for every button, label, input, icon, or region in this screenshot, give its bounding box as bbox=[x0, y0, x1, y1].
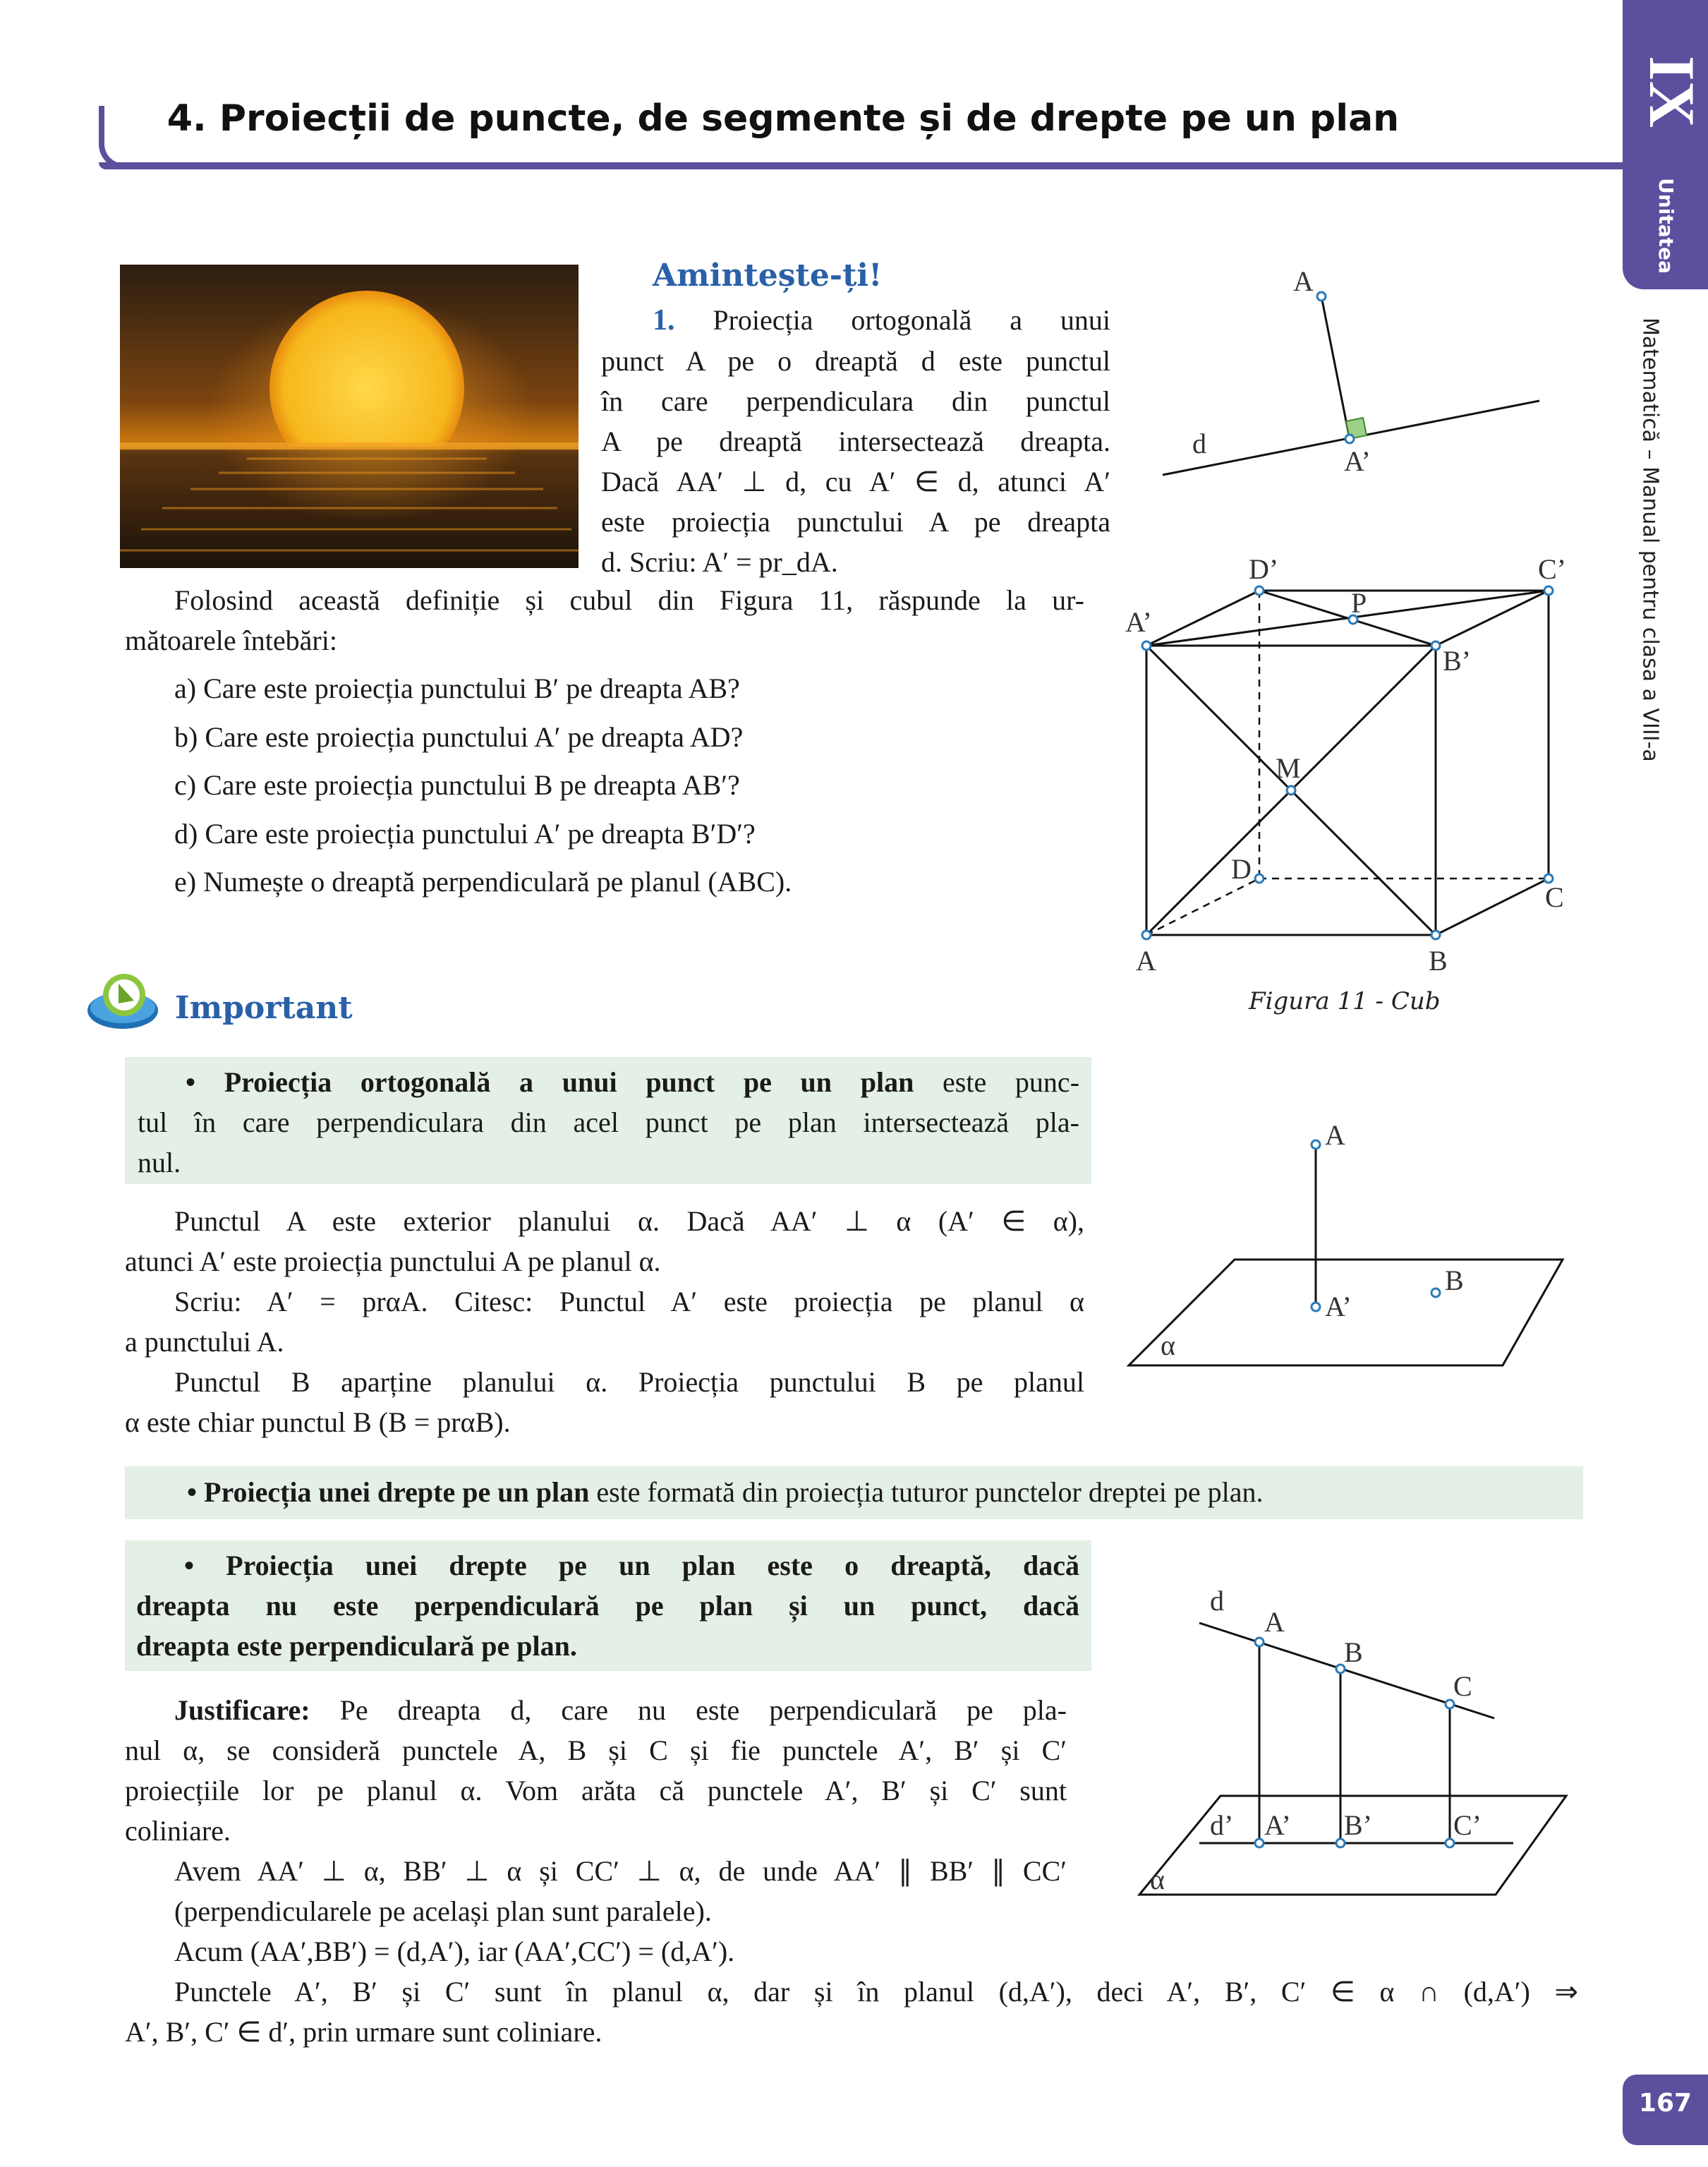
label-alpha: α bbox=[1161, 1329, 1175, 1361]
theorem-box-text bbox=[136, 1545, 1079, 1666]
book-title-vertical bbox=[1623, 310, 1708, 790]
label-D: D bbox=[1231, 853, 1252, 885]
label-A-prime: A’ bbox=[1325, 1291, 1352, 1322]
point-A-prime bbox=[1255, 1839, 1264, 1847]
label-B: B bbox=[1429, 945, 1448, 977]
justif-line: Avem AA′ ⊥ α, BB′ ⊥ α și CC′ ⊥ α, de unde AA′ ∥ BB′ ∥ CC′ bbox=[174, 1855, 1067, 1887]
important-heading: Important bbox=[175, 990, 353, 1026]
label-D-prime: D’ bbox=[1249, 553, 1279, 585]
paragraph-point-plane bbox=[125, 1201, 1084, 1442]
point-A-prime bbox=[1142, 641, 1151, 650]
label-P: P bbox=[1351, 587, 1367, 619]
box3-line: dreapta nu este perpendiculară pe plan și un punct, dacă bbox=[136, 1590, 1079, 1622]
remember-line: d. Scriu: A′ = pr_dA. bbox=[601, 546, 838, 578]
figure-cube bbox=[1115, 550, 1609, 1030]
box2-bold: • Proiecția unei drepte pe un plan bbox=[187, 1476, 590, 1508]
remember-number: 1. bbox=[653, 304, 675, 337]
page-number: 167 bbox=[1638, 2089, 1692, 2118]
figure-caption: Figura 11 - Cub bbox=[1249, 987, 1441, 1015]
box1-line bbox=[138, 1062, 1079, 1102]
question-item: d) Care este proiecția punctului A′ pe dreapta B′D′? bbox=[174, 817, 756, 850]
book-title-text: Matematică – Manual pentru clasa a VIII-a bbox=[1637, 318, 1663, 762]
label-C: C bbox=[1453, 1670, 1472, 1702]
point-A-prime bbox=[1345, 435, 1354, 443]
definition-box-line-text bbox=[138, 1472, 1577, 1512]
page-title: 4. Proiecții de puncte, de segmente și de drepte pe un plan bbox=[166, 97, 1400, 140]
label-B: B bbox=[1445, 1264, 1464, 1296]
para-line: Punctul A este exterior planului α. Dacă AA′ ⊥ α (A′ ∈ α), bbox=[174, 1205, 1084, 1237]
point-M bbox=[1287, 786, 1295, 795]
unit-roman-numeral bbox=[1623, 42, 1708, 141]
remember-line-text: Proiecția ortogonală a unui bbox=[713, 304, 1111, 336]
justif-line: Punctele A′, B′ și C′ sunt în planul α, dar și în planul (d,A′), deci A′, B′, C′ ∈ α ∩ (d,A′) ⇒ bbox=[174, 1976, 1578, 2008]
remember-line: în care perpendiculara din punctul bbox=[601, 385, 1110, 417]
label-B-prime: B’ bbox=[1344, 1809, 1372, 1841]
remember-line: punct A pe o dreaptă d este punctul bbox=[601, 345, 1110, 377]
box1-rest: este punc- bbox=[914, 1066, 1080, 1098]
point-A bbox=[1142, 931, 1151, 939]
edge-BC bbox=[1436, 879, 1549, 935]
diagonal-D1B1 bbox=[1259, 591, 1436, 646]
question-item: e) Numește o dreaptă perpendiculară pe planul (ABC). bbox=[174, 866, 792, 898]
label-A: A bbox=[1264, 1606, 1285, 1638]
label-d-prime: d’ bbox=[1210, 1809, 1234, 1841]
label-A-prime: A’ bbox=[1344, 445, 1371, 477]
point-A bbox=[1255, 1638, 1264, 1646]
segment-AA-prime bbox=[1321, 296, 1350, 439]
label-M: M bbox=[1276, 752, 1301, 784]
para-line: Punctul B aparține planului α. Proiecția punctului B pe planul bbox=[174, 1366, 1084, 1398]
label-C-prime: C’ bbox=[1538, 553, 1566, 585]
intro-line: mătoarele întebări: bbox=[125, 624, 337, 656]
para-line: atunci A′ este proiecția punctului A pe planul α. bbox=[125, 1245, 661, 1277]
important-icon bbox=[83, 967, 164, 1034]
label-d: d bbox=[1210, 1585, 1224, 1617]
justif-line: A′, B′, C′ ∈ d′, prin urmare sunt coliniare. bbox=[125, 2016, 602, 2048]
justif-line: nul α, se consideră punctele A, B și C și fie punctele A′, B′ și C′ bbox=[125, 1734, 1067, 1766]
box2-rest: este formată din proiecția tuturor punctelor dreptei pe plan. bbox=[589, 1476, 1264, 1508]
point-A-prime bbox=[1312, 1303, 1320, 1311]
label-A-prime: A’ bbox=[1264, 1809, 1291, 1841]
questions-list bbox=[174, 665, 1091, 907]
box1-line: nul. bbox=[138, 1147, 181, 1178]
point-B bbox=[1431, 931, 1440, 939]
label-A: A bbox=[1325, 1119, 1345, 1151]
box1-bold: • Proiecția ortogonală a unui punct pe un plan bbox=[186, 1066, 914, 1098]
point-B-prime bbox=[1431, 641, 1440, 650]
justif-line: Acum (AA′,BB′) = (d,A′), iar (AA′,CC′) = (d,A′). bbox=[174, 1936, 735, 1967]
justif-line bbox=[125, 1690, 1067, 1730]
header-border-line bbox=[99, 162, 1637, 169]
edge-AD-hidden bbox=[1146, 879, 1259, 935]
unit-roman-text: IX bbox=[1635, 55, 1708, 128]
intro-line: Folosind această definiție și cubul din Figura 11, răspunde la ur- bbox=[174, 584, 1084, 616]
remember-line: Dacă AA′ ⊥ d, cu A′ ∈ d, atunci A′ bbox=[601, 466, 1110, 497]
point-D-prime bbox=[1255, 586, 1264, 595]
point-D bbox=[1255, 874, 1264, 883]
justif-text: Pe dreapta d, care nu este perpendiculară pe pla- bbox=[310, 1694, 1067, 1726]
para-line: α este chiar punctul B (B = prαB). bbox=[125, 1406, 511, 1438]
unit-label-text: Unitatea bbox=[1654, 178, 1678, 274]
justif-line: (perpendicularele pe același plan sunt paralele). bbox=[174, 1895, 712, 1927]
remember-line bbox=[601, 300, 1110, 341]
label-C: C bbox=[1545, 881, 1564, 913]
point-B bbox=[1431, 1288, 1440, 1297]
figure-point-line bbox=[1150, 261, 1552, 494]
label-alpha: α bbox=[1150, 1864, 1165, 1895]
justification-conclusion bbox=[125, 1972, 1578, 2052]
remember-line: A pe dreaptă intersectează dreapta. bbox=[601, 425, 1110, 457]
label-d: d bbox=[1192, 428, 1206, 459]
justification-label: Justificare: bbox=[174, 1694, 310, 1726]
justification-paragraph bbox=[125, 1690, 1067, 1972]
label-B-prime: B’ bbox=[1443, 645, 1471, 677]
label-B: B bbox=[1344, 1636, 1363, 1668]
question-item: c) Care este proiecția punctului B pe dreapta AB′? bbox=[174, 769, 740, 801]
question-item: b) Care este proiecția punctului A′ pe dreapta AD? bbox=[174, 720, 744, 753]
remember-heading: Amintește-ți! bbox=[653, 258, 883, 294]
remember-line: este proiecția punctului A pe dreapta bbox=[601, 506, 1110, 538]
unit-label bbox=[1623, 169, 1708, 282]
header-border-curve bbox=[99, 106, 127, 169]
figure-point-plane bbox=[1122, 1108, 1573, 1390]
point-A bbox=[1312, 1140, 1320, 1149]
label-C-prime: C’ bbox=[1453, 1809, 1482, 1841]
sunset-photo bbox=[120, 265, 579, 568]
box3-line: • Proiecția unei drepte pe un plan este o dreaptă, dacă bbox=[184, 1550, 1079, 1581]
label-A-prime: A’ bbox=[1125, 606, 1152, 638]
figure-line-projection bbox=[1129, 1581, 1580, 1912]
box3-line: dreapta este perpendiculară pe plan. bbox=[136, 1630, 577, 1662]
question-item: a) Care este proiecția punctului B′ pe dreapta AB? bbox=[174, 672, 740, 704]
definition-box-point-text bbox=[138, 1062, 1079, 1183]
remember-intro bbox=[125, 580, 1084, 660]
remember-paragraph bbox=[601, 300, 1110, 582]
point-C-prime bbox=[1544, 586, 1553, 595]
label-A: A bbox=[1293, 265, 1314, 297]
justif-line: coliniare. bbox=[125, 1815, 231, 1847]
para-line: a punctului A. bbox=[125, 1326, 284, 1358]
para-line: Scriu: A′ = prαA. Citesc: Punctul A′ este proiecția pe planul α bbox=[174, 1286, 1084, 1317]
justif-line: proiecțiile lor pe planul α. Vom arăta că punctele A′, B′ și C′ sunt bbox=[125, 1775, 1067, 1806]
box1-line: tul în care perpendiculara din acel punct pe plan intersectează pla- bbox=[138, 1106, 1079, 1138]
point-A bbox=[1317, 292, 1326, 301]
label-A: A bbox=[1136, 945, 1156, 977]
